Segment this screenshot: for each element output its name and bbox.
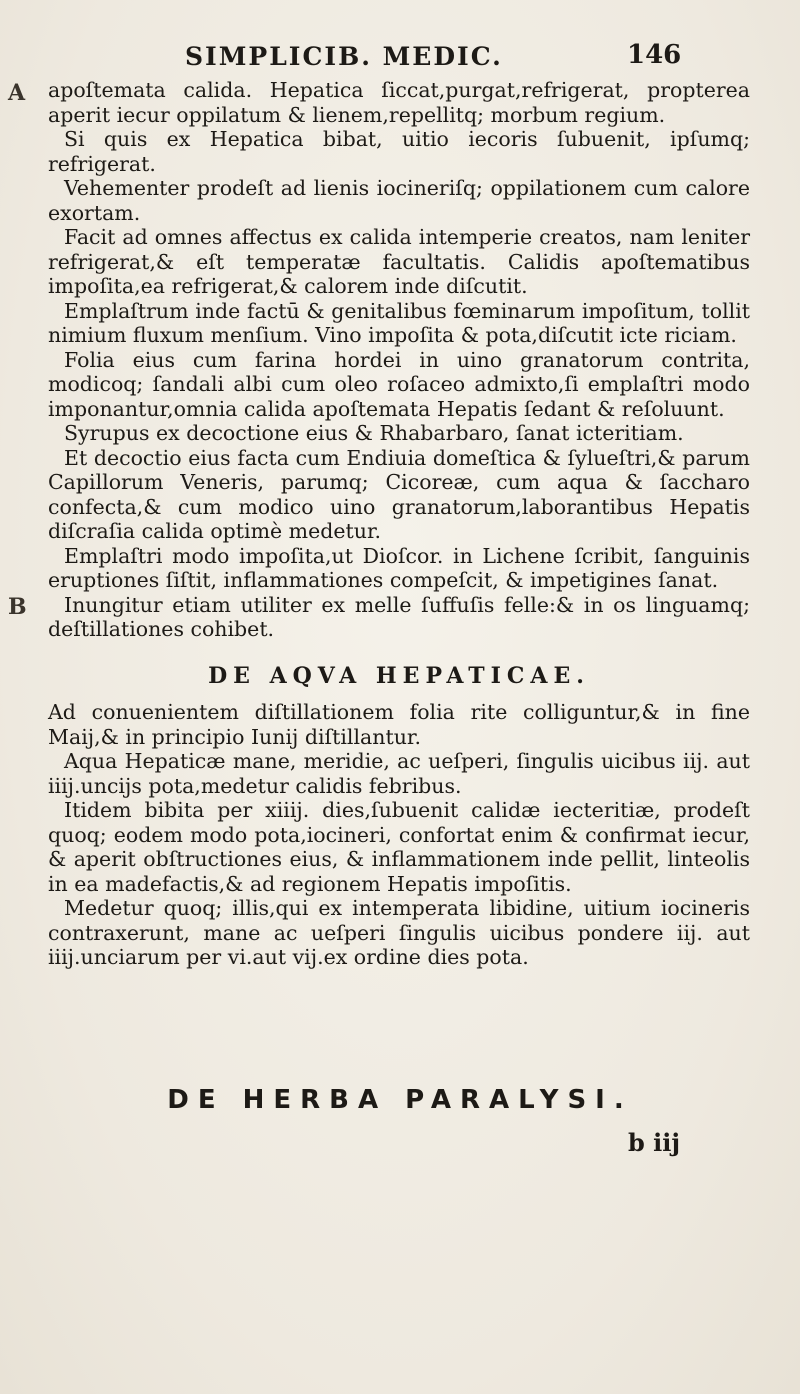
body-text: [48, 78, 750, 970]
paragraph: Emplaſtrum inde factū & genitalibus fœminarum impoſitum, tollit nimium fluxum menſium. Vino impoſita & pota,diſcutit icte riciam.: [48, 298, 750, 347]
paragraph: Inungitur etiam utiliter ex melle ſuffuſis felle:& in os linguamq; deſtillationes cohibet.: [48, 592, 750, 641]
paragraph: apoſtemata calida. Hepatica ſiccat,purgat,refrigerat, propterea aperit iecur oppilatum & lienem,repellitq; morbum regium.: [48, 78, 750, 127]
paragraph: Aqua Hepaticæ mane, meridie, ac ueſperi, ſingulis uicibus iij. aut iiij.uncijs pota,medetur calidis febribus.: [48, 749, 750, 798]
signature-mark: b iij: [628, 1128, 681, 1157]
section-heading: DE AQVA HEPATICAE.: [208, 662, 590, 689]
paragraph: Ad conuenientem diſtillationem folia rite colliguntur,& in fine Maij,& in principio Iunij diſtillantur.: [48, 700, 750, 749]
page-header: [0, 32, 800, 72]
paragraph: Syrupus ex decoctione eius & Rhabarbaro, ſanat icteritiam.: [64, 421, 684, 445]
margin-letter-a: A: [8, 80, 26, 106]
paragraph: Emplaſtri modo impoſita,ut Dioſcor. in Lichene ſcribit, ſanguinis eruptiones ſiſtit, inflammationes compeſcit, & impetigines ſanat.: [48, 543, 750, 592]
paragraph: Facit ad omnes affectus ex calida intemperie creatos, nam leniter refrigerat,& eſt temperatæ facultatis. Calidis apoſtematibus impoſita,ea refrigerat,& calorem inde diſcutit.: [48, 225, 750, 298]
paragraph: Folia eius cum farina hordei in uino granatorum contrita, modicoq; ſandali albi cum oleo roſaceo admixto,ſi emplaſtri modo imponantur,omnia calida apoſtemata Hepatis ſedant & reſoluunt.: [48, 347, 750, 421]
paragraph: Itidem bibita per xiiij. dies,ſubuenit calidæ iecteritiæ, prodeſt quoq; eodem modo pota,iocineri, confortat enim & confirmat iecur, & aperit obſtructiones eius, & inflammationem inde pellit, linteolis in ea madefactis,& ad regionem Hepatis impoſitis.: [48, 798, 750, 896]
margin-letter-b: B: [8, 594, 27, 620]
running-head: SIMPLICIB. MEDIC.: [185, 42, 503, 71]
paragraph: Si quis ex Hepatica bibat, uitio iecoris ſubuenit, ipſumq; refrigerat.: [48, 127, 750, 176]
paragraph: Et decoctio eius facta cum Endiuia domeſtica & ſylueſtri,& parum Capillorum Veneris, parumq; Cicoreæ, cum aqua & ſaccharo confecta,& cum modico uino granatorum,laborantibus Hepatis diſcraſia calida optimè medetur.: [48, 445, 750, 543]
next-section-heading: DE HERBA PARALYSI.: [167, 1085, 633, 1115]
page-number: 146: [627, 40, 682, 70]
paragraph: Vehementer prodeſt ad lienis iocineriſq; oppilationem cum calore exortam.: [48, 176, 750, 225]
paragraph: Medetur quoq; illis,qui ex intemperata libidine, uitium iocineris contraxerunt, mane ac ueſperi ſingulis uicibus pondere iij. aut iiij.unciarum per vi.aut vij.ex ordine dies pota.: [48, 896, 750, 969]
